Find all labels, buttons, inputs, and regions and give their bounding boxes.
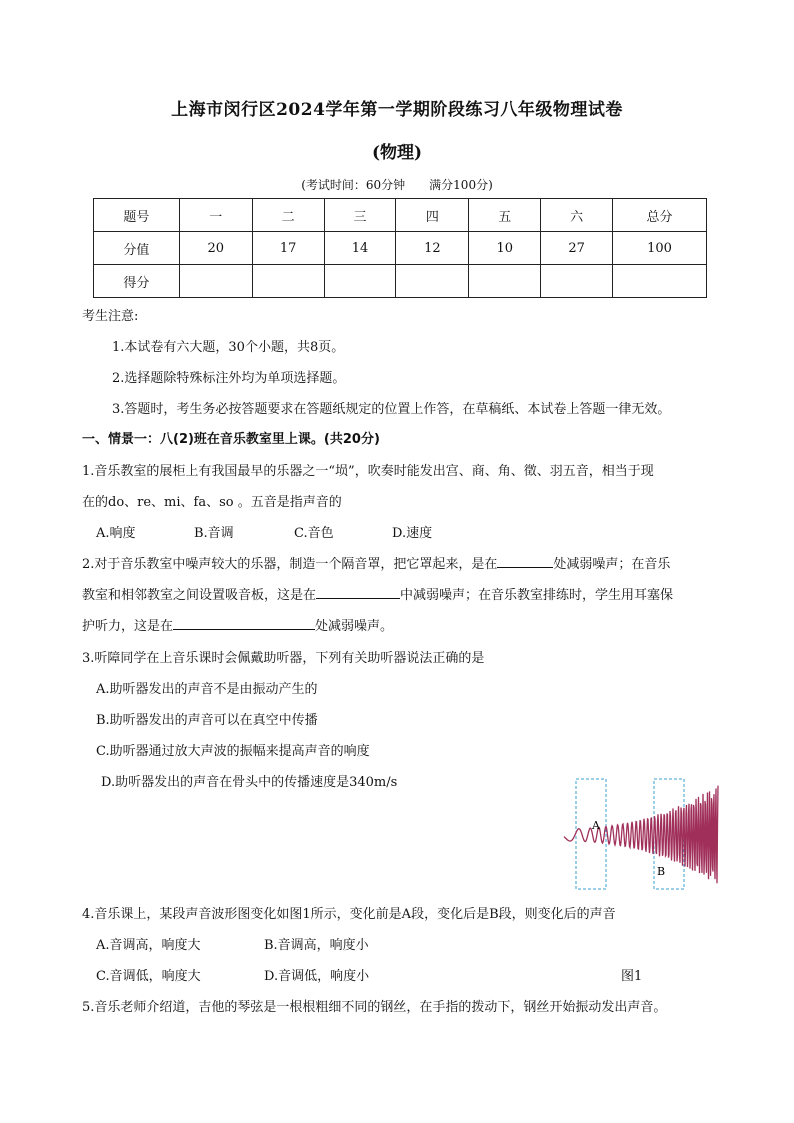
option-b: B.音调高，响度小 <box>264 938 369 953</box>
option-b: B.助听器发出的声音可以在真空中传播 <box>96 713 318 728</box>
table-row <box>94 199 707 232</box>
table-cell: 二 <box>252 199 324 232</box>
option-c: C.音色 <box>294 526 334 541</box>
question-5-stem: 5.音乐老师介绍道，吉他的琴弦是一根根粗细不同的钢丝，在手指的拨动下，钢丝开始振动发出声音。 <box>82 1000 667 1015</box>
notice-item: 1.本试卷有六大题，30个小题，共8页。 <box>112 340 345 355</box>
table-cell: 12 <box>396 232 469 265</box>
table-cell: 得分 <box>94 265 180 298</box>
table-cell: 100 <box>613 232 707 265</box>
segment-a-label: A <box>592 819 600 832</box>
table-row <box>94 265 707 298</box>
option-b: B.音调 <box>194 526 234 541</box>
answer-blank <box>173 617 315 630</box>
option-c: C.助听器通过放大声波的振幅来提高声音的响度 <box>96 744 370 759</box>
table-cell: 三 <box>324 199 396 232</box>
question-4-options <box>96 934 369 953</box>
segment-b-label: B <box>657 865 666 878</box>
table-cell: 总分 <box>613 199 707 232</box>
table-cell: 10 <box>469 232 541 265</box>
table-cell: 一 <box>179 199 252 232</box>
notice-item: 3.答题时，考生务必按答题要求在答题纸规定的位置上作答，在草稿纸、本试卷上答题一律无效。 <box>112 402 671 417</box>
score-input-cell <box>179 265 252 298</box>
table-cell: 题号 <box>94 199 180 232</box>
table-cell: 分值 <box>94 232 180 265</box>
option-d: D.音调低，响度小 <box>264 969 370 984</box>
question-4-options <box>96 965 369 984</box>
answer-blank <box>497 555 553 568</box>
question-3-stem: 3.听障同学在上音乐课时会佩戴助听器，下列有关助听器说法正确的是 <box>82 651 485 666</box>
page-subtitle: (物理) <box>371 143 423 163</box>
waveform-figure <box>562 775 722 893</box>
table-row <box>94 232 707 265</box>
question-4-stem: 4.音乐课上，某段声音波形图变化如图1所示，变化前是A段，变化后是B段，则变化后的声音 <box>82 907 616 922</box>
question-2-line: 教室和相邻教室之间设置吸音板，这是在 中减弱噪声；在音乐教室排练时，学生用耳塞保 <box>82 588 674 603</box>
answer-blank <box>316 586 400 599</box>
option-d: D.助听器发出的声音在骨头中的传播速度是340m/s <box>101 775 398 790</box>
notice-item: 2.选择题除特殊标注外均为单项选择题。 <box>112 371 346 386</box>
score-input-cell <box>396 265 469 298</box>
question-2-line: 护听力，这是在 处减弱噪声。 <box>82 619 394 634</box>
option-d: D.速度 <box>392 526 433 541</box>
table-cell: 14 <box>324 232 396 265</box>
question-1-options <box>96 522 432 541</box>
table-cell: 四 <box>396 199 469 232</box>
table-cell: 17 <box>252 232 324 265</box>
exam-info: (考试时间：60分钟 满分100分) <box>301 178 493 192</box>
table-cell: 20 <box>179 232 252 265</box>
question-1-line: 在的do、re、mi、fa、so 。五音是指声音的 <box>82 495 342 510</box>
score-table <box>93 198 707 298</box>
score-input-cell <box>541 265 613 298</box>
figure-caption: 图1 <box>621 969 643 984</box>
section-heading: 一、情景一：八(2)班在音乐教室里上课。(共20分) <box>82 432 380 447</box>
table-cell: 五 <box>469 199 541 232</box>
table-cell: 六 <box>541 199 613 232</box>
option-a: A.音调高，响度大 <box>96 938 201 953</box>
page-title: 上海市闵行区2024学年第一学期阶段练习八年级物理试卷 <box>171 100 623 120</box>
score-input-cell <box>252 265 324 298</box>
table-cell: 27 <box>541 232 613 265</box>
option-a: A.助听器发出的声音不是由振动产生的 <box>96 682 318 697</box>
question-2-line: 2.对于音乐教室中噪声较大的乐器，制造一个隔音罩，把它罩起来，是在 处减弱噪声；在音乐 <box>82 557 671 572</box>
notice-heading: 考生注意: <box>82 309 139 324</box>
segment-a-box <box>576 779 606 889</box>
score-input-cell <box>469 265 541 298</box>
question-1-line: 1.音乐教室的展柜上有我国最早的乐器之一“埙”，吹奏时能发出宫、商、角、徵、羽五音，相当于现 <box>82 464 654 479</box>
option-a: A.响度 <box>96 526 136 541</box>
option-c: C.音调低，响度大 <box>96 969 201 984</box>
sound-wave <box>564 786 718 884</box>
score-input-cell <box>324 265 396 298</box>
score-input-cell <box>613 265 707 298</box>
